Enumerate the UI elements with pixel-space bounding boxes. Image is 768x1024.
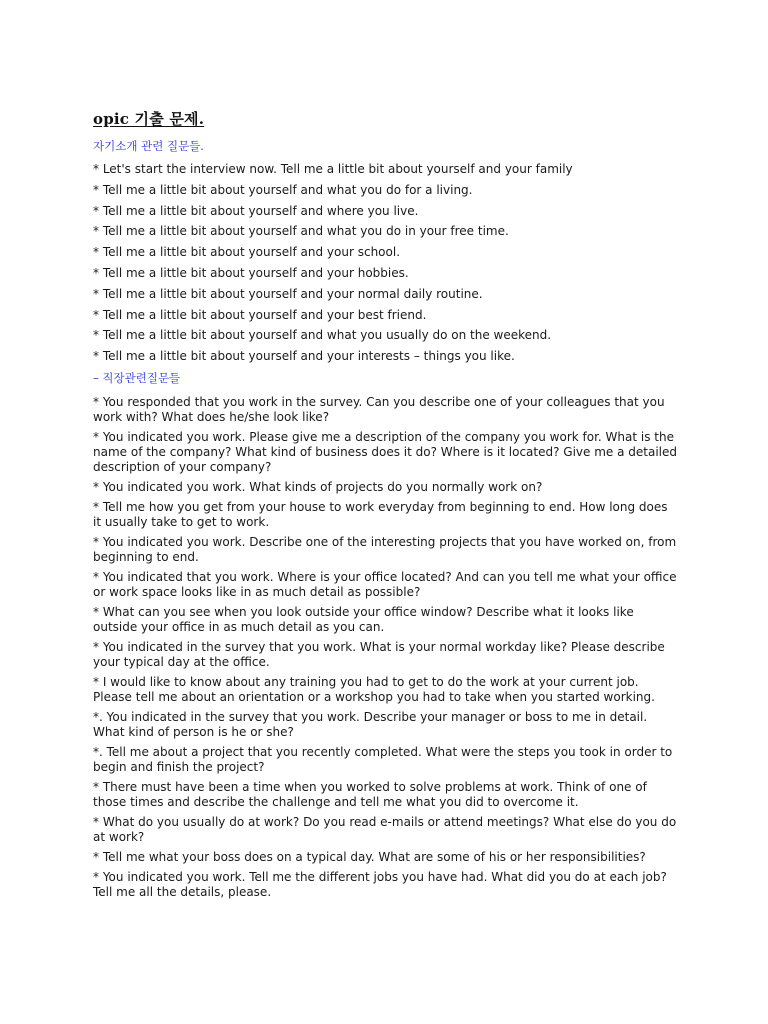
- question-item: * Tell me a little bit about yourself and what you usually do on the weekend.: [93, 328, 552, 343]
- question-item: * You indicated you work. Please give me a description of the company you work for. What is the name of the company? What kind of business does it do? Where is it located? Give me a detailed description of your company?: [93, 430, 677, 475]
- question-item: * You indicated you work. Tell me the different jobs you have had. What did you do at each job? Tell me all the details, please.: [93, 870, 667, 900]
- question-item: * Tell me a little bit about yourself and where you live.: [93, 203, 419, 218]
- question-item: * Tell me a little bit about yourself and what you do for a living.: [93, 182, 473, 197]
- question-item: * You indicated that you work. Where is your office located? And can you tell me what your office or work space looks like in as much detail as possible?: [93, 570, 677, 600]
- section-heading-self-intro: 자기소개 관련 질문들.: [93, 139, 204, 153]
- question-item: * I would like to know about any training you had to get to do the work at your current job. Please tell me about an orientation or a workshop you had to take when you started working.: [93, 675, 655, 705]
- question-item: * What do you usually do at work? Do you read e-mails or attend meetings? What else do you do at work?: [93, 815, 677, 845]
- question-item: *. Tell me about a project that you recently completed. What were the steps you took in order to begin and finish the project?: [93, 745, 673, 775]
- document-page: [93, 108, 678, 905]
- question-item: * Tell me a little bit about yourself and your school.: [93, 245, 401, 260]
- section-heading-work: – 직장관련질문들: [93, 371, 181, 386]
- question-item: * You responded that you work in the survey. Can you describe one of your colleagues that you work with? What does he/she look like?: [93, 395, 665, 425]
- question-item: * You indicated in the survey that you work. What is your normal workday like? Please describe your typical day at the office.: [93, 640, 665, 670]
- question-item: * There must have been a time when you worked to solve problems at work. Think of one of those times and describe the challenge and tell me what you did to overcome it.: [93, 780, 647, 810]
- question-item: *. You indicated in the survey that you work. Describe your manager or boss to me in detail. What kind of person is he or she?: [93, 710, 648, 740]
- question-item: * Tell me a little bit about yourself and your best friend.: [93, 307, 427, 322]
- question-item: * What can you see when you look outside your office window? Describe what it looks like outside your office in as much detail as you can.: [93, 605, 634, 635]
- question-item: * Tell me a little bit about yourself and what you do in your free time.: [93, 224, 509, 239]
- document-title: opic 기출 문제.: [93, 110, 205, 128]
- question-item: * You indicated you work. Describe one of the interesting projects that you have worked on, from beginning to end.: [93, 535, 677, 565]
- self-intro-question-list: [93, 162, 678, 363]
- question-item: * Let's start the interview now. Tell me a little bit about yourself and your family: [93, 162, 573, 176]
- question-item: * Tell me a little bit about yourself and your normal daily routine.: [93, 286, 483, 301]
- question-item: * Tell me a little bit about yourself and your interests – things you like.: [93, 349, 515, 364]
- question-item: * Tell me how you get from your house to work everyday from beginning to end. How long does it usually take to get to work.: [93, 500, 668, 530]
- question-item: * You indicated you work. What kinds of projects do you normally work on?: [93, 480, 543, 495]
- question-item: * Tell me a little bit about yourself and your hobbies.: [93, 265, 409, 280]
- work-question-list: [93, 395, 678, 900]
- question-item: * Tell me what your boss does on a typical day. What are some of his or her responsibilities?: [93, 850, 646, 865]
